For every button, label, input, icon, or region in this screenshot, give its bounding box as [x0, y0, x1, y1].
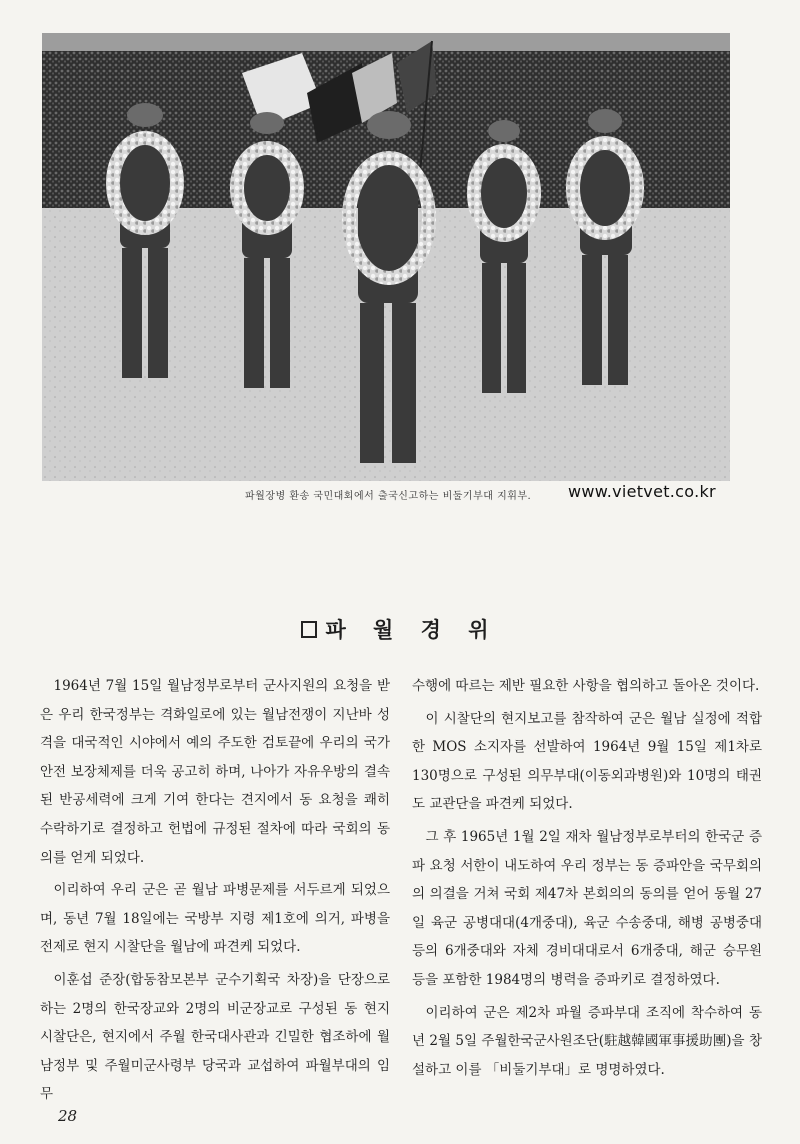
section-title: 파 월 경 위: [325, 618, 499, 642]
paragraph: 1964년 7월 15일 월남정부로부터 군사지원의 요청을 받은 우리 한국정부는 격화일로에 있는 월남전쟁이 지난바 성격을 대국적인 시야에서 예의 주도한 검토끝에 우리의 국가안전 보장체제를 더욱 공고히 하며, 나아가 자유우방의 결속된 반공세력에 크게 기여 한다는 견지에서 동 요청을 쾌히 수락하기로 결정하고 헌법에 규정된 절차에 따라 국회의 동의를 얻게 되었다.: [40, 678, 390, 866]
soldiers-photo-illustration: [42, 33, 730, 481]
paragraph: 그 후 1965년 1월 2일 재차 월남정부로부터의 한국군 증파 요청 서한이 내도하여 우리 정부는 동 증파안을 국무회의의 의결을 거쳐 국회 제47차 본회의의 동의를 얻어 동월 27일 육군 공병대대(4개중대), 육군 수송중대, 해병 공병중대 등의 6개중대와 자체 경비대대로서 6개중대, 해군 승무원 등을 포함한 1984명의 병력을 증파키로 결정하였다.: [412, 828, 762, 988]
watermark-url: www.vietvet.co.kr: [568, 482, 716, 501]
left-column: [40, 672, 390, 1113]
paragraph: 이 시찰단의 현지보고를 참작하여 군은 월남 실정에 적합한 MOS 소지자를 선발하여 1964년 9월 15일 제1차로 130명으로 구성된 의무부대(이동외과병원)와 10명의 태권도 교관단을 파견케 되었다.: [412, 710, 762, 813]
photo-caption: 파월장병 환송 국민대회에서 출국신고하는 비둘기부대 지휘부.: [245, 491, 532, 502]
paragraph: 수행에 따르는 제반 필요한 사항을 협의하고 돌아온 것이다.: [412, 678, 760, 694]
paragraph: 이리하여 군은 제2차 파월 증파부대 조직에 착수하여 동년 2월 5일 주월한국군사원조단(駐越韓國軍事援助團)을 창설하고 이를 「비둘기부대」로 명명하였다.: [412, 1004, 762, 1078]
section-heading: [0, 614, 800, 644]
right-column: [412, 672, 762, 1088]
page-number: 28: [58, 1107, 78, 1125]
ceremony-photo: [42, 33, 730, 481]
paragraph: 이훈섭 준장(합동참모본부 군수기획국 차장)을 단장으로 하는 2명의 한국장교와 2명의 비군장교로 구성된 동 현지 시찰단은, 현지에서 주월 한국대사관과 긴밀한 협조하에 월남정부 및 주월미군사령부 당국과 교섭하여 파월부대의 임무: [40, 971, 390, 1103]
paragraph: 이리하여 우리 군은 곧 월남 파병문제를 서두르게 되었으며, 동년 7월 18일에는 국방부 지령 제1호에 의거, 파병을 전제로 현지 시찰단을 월남에 파견케 되었다.: [40, 882, 390, 956]
square-bullet-icon: [301, 621, 317, 638]
